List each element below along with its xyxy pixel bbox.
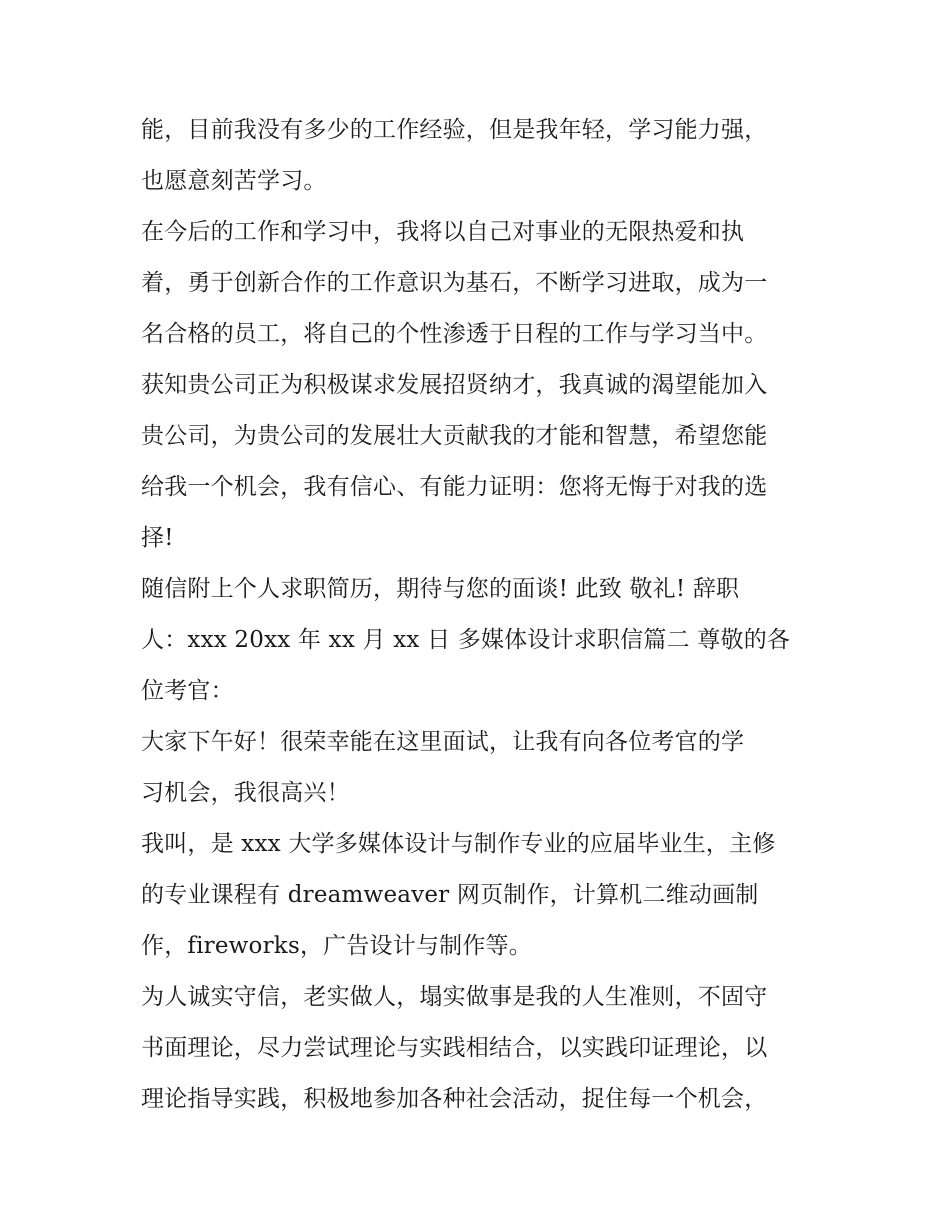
text-line: 也愿意刻苦学习。 <box>141 168 327 194</box>
text-line: 能，目前我没有多少的工作经验，但是我年轻，学习能力强， <box>141 117 768 143</box>
text-line: 位考官： <box>141 678 234 704</box>
text-line: 为人诚实守信，老实做人，塌实做事是我的人生准则，不固守 <box>141 984 768 1010</box>
text-line: 习机会，我很高兴！ <box>141 780 350 806</box>
text-line: 择! <box>141 525 174 551</box>
text-line: 着，勇于创新合作的工作意识为基石，不断学习进取，成为一 <box>141 270 768 296</box>
text-line: 在今后的工作和学习中，我将以自己对事业的无限热爱和执 <box>141 219 745 245</box>
text-line: 人：xxx 20xx 年 xx 月 xx 日 多媒体设计求职信篇二 尊敬的各 <box>141 627 791 653</box>
text-line: 大家下午好！很荣幸能在这里面试，让我有向各位考官的学 <box>141 729 745 755</box>
document-body <box>141 105 821 1125</box>
text-line: 随信附上个人求职简历，期待与您的面谈! 此致 敬礼! 辞职 <box>141 576 740 602</box>
text-line: 名合格的员工，将自己的个性渗透于日程的工作与学习当中。 <box>141 321 768 347</box>
text-line: 的专业课程有 dreamweaver 网页制作，计算机二维动画制 <box>141 882 759 908</box>
text-line: 作，fireworks，广告设计与制作等。 <box>141 933 532 959</box>
text-line: 贵公司，为贵公司的发展壮大贡献我的才能和智慧，希望您能 <box>141 423 768 449</box>
text-line: 理论指导实践，积极地参加各种社会活动，捉住每一个机会， <box>141 1086 768 1112</box>
text-line: 我叫，是 xxx 大学多媒体设计与制作专业的应届毕业生，主修 <box>141 831 776 857</box>
text-line: 给我一个机会，我有信心、有能力证明：您将无悔于对我的选 <box>141 474 768 500</box>
text-line: 书面理论，尽力尝试理论与实践相结合，以实践印证理论，以 <box>141 1035 768 1061</box>
text-line: 获知贵公司正为积极谋求发展招贤纳才，我真诚的渴望能加入 <box>141 372 768 398</box>
